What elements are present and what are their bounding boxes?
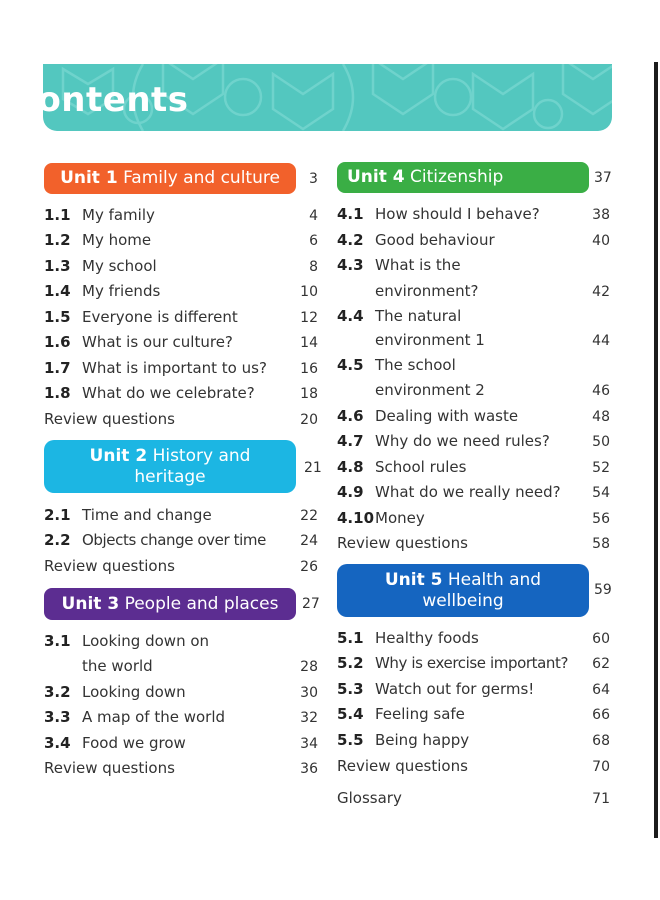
entry-number: 4.3 bbox=[337, 256, 364, 274]
entry-page: 22 bbox=[300, 508, 318, 524]
unit-4-title: Citizenship bbox=[410, 167, 504, 187]
entry-page: 64 bbox=[592, 682, 610, 698]
review-page: 26 bbox=[300, 559, 318, 575]
entry-4-8 bbox=[337, 458, 466, 476]
entry-title: Dealing with waste bbox=[375, 407, 519, 425]
unit-2-header bbox=[44, 440, 296, 493]
review-questions-unit-2: Review questions bbox=[44, 557, 175, 575]
entry-page: 24 bbox=[300, 533, 318, 549]
review-page: 20 bbox=[300, 412, 318, 428]
entry-number: 1.7 bbox=[44, 359, 71, 377]
entry-5-3 bbox=[337, 680, 534, 698]
entry-title: Money bbox=[375, 509, 425, 527]
entry-number: 5.2 bbox=[337, 654, 364, 672]
entry-4-4-line2 bbox=[375, 331, 485, 349]
entry-number: 4.9 bbox=[337, 483, 364, 501]
entry-page: 60 bbox=[592, 631, 610, 647]
entry-number: 5.1 bbox=[337, 629, 364, 647]
entry-number: 1.5 bbox=[44, 308, 71, 326]
entry-number: 4.8 bbox=[337, 458, 364, 476]
unit-1-number: Unit 1 bbox=[60, 168, 118, 188]
unit-4-page: 37 bbox=[594, 170, 612, 186]
unit-1-header bbox=[44, 163, 296, 194]
entry-3-1-line2 bbox=[82, 657, 153, 675]
entry-page: 28 bbox=[300, 659, 318, 675]
entry-title: Why do we need rules? bbox=[375, 432, 550, 450]
entry-title: Good behaviour bbox=[375, 231, 495, 249]
entry-title: My friends bbox=[82, 282, 161, 300]
entry-page: 44 bbox=[592, 333, 610, 349]
unit-5-title-line1: Health and bbox=[447, 569, 542, 590]
entry-title-line2: the world bbox=[82, 657, 153, 675]
entry-page: 46 bbox=[592, 383, 610, 399]
entry-page: 30 bbox=[300, 685, 318, 701]
entry-number: 1.4 bbox=[44, 282, 71, 300]
entry-4-1 bbox=[337, 205, 540, 223]
unit-5-title-line2: wellbeing bbox=[422, 590, 504, 611]
entry-2-2 bbox=[44, 531, 266, 549]
entry-4-3 bbox=[337, 256, 461, 274]
review-page: 70 bbox=[592, 759, 610, 775]
entry-number: 4.2 bbox=[337, 231, 364, 249]
entry-page: 50 bbox=[592, 434, 610, 450]
entry-page: 4 bbox=[309, 208, 318, 224]
entry-5-2 bbox=[337, 654, 568, 672]
glossary-entry: Glossary bbox=[337, 789, 402, 807]
entry-number: 3.4 bbox=[44, 734, 71, 752]
entry-page: 32 bbox=[300, 710, 318, 726]
entry-title: School rules bbox=[375, 458, 467, 476]
unit-4-number: Unit 4 bbox=[347, 167, 405, 187]
entry-number: 4.4 bbox=[337, 307, 364, 325]
entry-number: 5.3 bbox=[337, 680, 364, 698]
entry-1-1 bbox=[44, 206, 155, 224]
entry-title-line1: The natural bbox=[375, 307, 462, 325]
unit-4-header bbox=[337, 162, 589, 193]
entry-page: 54 bbox=[592, 485, 610, 501]
unit-2-title-line1: History and bbox=[152, 445, 251, 466]
entry-title-line2: environment? bbox=[375, 282, 479, 300]
entry-5-4 bbox=[337, 705, 465, 723]
entry-page: 6 bbox=[309, 233, 318, 249]
entry-1-6 bbox=[44, 333, 233, 351]
entry-1-7 bbox=[44, 359, 267, 377]
entry-4-7 bbox=[337, 432, 550, 450]
entry-title-line2: environment 1 bbox=[375, 331, 485, 349]
unit-3-header bbox=[44, 588, 296, 620]
unit-3-title: People and places bbox=[124, 593, 279, 614]
entry-4-5-line2 bbox=[375, 381, 485, 399]
entry-4-5 bbox=[337, 356, 456, 374]
entry-title: My home bbox=[82, 231, 152, 249]
entry-3-3 bbox=[44, 708, 225, 726]
entry-title: Everyone is different bbox=[82, 308, 238, 326]
entry-3-4 bbox=[44, 734, 186, 752]
page-edge-rule bbox=[654, 62, 658, 838]
entry-title-line1: What is the bbox=[375, 256, 461, 274]
entry-title: My family bbox=[82, 206, 155, 224]
entry-4-2 bbox=[337, 231, 495, 249]
unit-3-number: Unit 3 bbox=[61, 593, 120, 614]
entry-title: Watch out for germs! bbox=[375, 680, 535, 698]
glossary-page: 71 bbox=[592, 791, 610, 807]
entry-5-1 bbox=[337, 629, 479, 647]
entry-page: 34 bbox=[300, 736, 318, 752]
entry-4-4 bbox=[337, 307, 461, 325]
entry-title: Food we grow bbox=[82, 734, 186, 752]
entry-page: 62 bbox=[592, 656, 610, 672]
page-title: Contents bbox=[12, 80, 189, 120]
entry-title: My school bbox=[82, 257, 157, 275]
entry-title: Looking down bbox=[82, 683, 186, 701]
entry-number: 4.1 bbox=[337, 205, 364, 223]
review-page: 58 bbox=[592, 536, 610, 552]
entry-number: 3.3 bbox=[44, 708, 71, 726]
entry-title: What do we celebrate? bbox=[82, 384, 255, 402]
unit-1-page: 3 bbox=[309, 171, 318, 187]
entry-number: 4.10 bbox=[337, 509, 375, 527]
entry-title: Objects change over time bbox=[82, 531, 266, 549]
review-questions-unit-3: Review questions bbox=[44, 759, 175, 777]
review-questions-unit-1: Review questions bbox=[44, 410, 175, 428]
review-questions-unit-5: Review questions bbox=[337, 757, 468, 775]
entry-title-line2: environment 2 bbox=[375, 381, 485, 399]
unit-3-page: 27 bbox=[302, 596, 320, 612]
entry-title-line1: The school bbox=[375, 356, 456, 374]
entry-4-3-line2 bbox=[375, 282, 479, 300]
entry-3-1 bbox=[44, 632, 209, 650]
entry-title: What do we really need? bbox=[375, 483, 561, 501]
entry-number: 5.5 bbox=[337, 731, 364, 749]
entry-page: 18 bbox=[300, 386, 318, 402]
entry-number: 3.1 bbox=[44, 632, 71, 650]
entry-number: 1.3 bbox=[44, 257, 71, 275]
unit-2-number: Unit 2 bbox=[89, 445, 148, 466]
entry-page: 10 bbox=[300, 284, 318, 300]
entry-number: 2.2 bbox=[44, 531, 71, 549]
unit-2-title-line2: heritage bbox=[134, 466, 206, 487]
entry-title: Time and change bbox=[82, 506, 212, 524]
entry-title: A map of the world bbox=[82, 708, 226, 726]
entry-page: 66 bbox=[592, 707, 610, 723]
entry-5-5 bbox=[337, 731, 469, 749]
entry-title: Healthy foods bbox=[375, 629, 479, 647]
entry-4-6 bbox=[337, 407, 518, 425]
entry-page: 16 bbox=[300, 361, 318, 377]
entry-4-10 bbox=[337, 509, 425, 527]
entry-2-1 bbox=[44, 506, 212, 524]
entry-page: 12 bbox=[300, 310, 318, 326]
entry-1-2 bbox=[44, 231, 151, 249]
entry-title: Being happy bbox=[375, 731, 470, 749]
entry-4-9 bbox=[337, 483, 561, 501]
entry-number: 5.4 bbox=[337, 705, 364, 723]
entry-title-line1: Looking down on bbox=[82, 632, 210, 650]
review-page: 36 bbox=[300, 761, 318, 777]
entry-number: 1.2 bbox=[44, 231, 71, 249]
entry-page: 42 bbox=[592, 284, 610, 300]
unit-1-title: Family and culture bbox=[123, 168, 280, 188]
entry-number: 3.2 bbox=[44, 683, 71, 701]
unit-5-header bbox=[337, 564, 589, 617]
entry-page: 52 bbox=[592, 460, 610, 476]
entry-3-2 bbox=[44, 683, 186, 701]
entry-page: 68 bbox=[592, 733, 610, 749]
entry-page: 56 bbox=[592, 511, 610, 527]
entry-number: 2.1 bbox=[44, 506, 71, 524]
review-questions-unit-4: Review questions bbox=[337, 534, 468, 552]
entry-number: 4.7 bbox=[337, 432, 364, 450]
entry-page: 48 bbox=[592, 409, 610, 425]
entry-title: What is our culture? bbox=[82, 333, 233, 351]
entry-number: 1.8 bbox=[44, 384, 71, 402]
entry-number: 4.5 bbox=[337, 356, 364, 374]
entry-page: 14 bbox=[300, 335, 318, 351]
entry-number: 1.6 bbox=[44, 333, 71, 351]
entry-page: 38 bbox=[592, 207, 610, 223]
entry-1-8 bbox=[44, 384, 255, 402]
entry-1-4 bbox=[44, 282, 160, 300]
entry-page: 8 bbox=[309, 259, 318, 275]
unit-2-page: 21 bbox=[304, 460, 322, 476]
unit-5-page: 59 bbox=[594, 582, 612, 598]
entry-number: 4.6 bbox=[337, 407, 364, 425]
entry-1-3 bbox=[44, 257, 157, 275]
unit-5-number: Unit 5 bbox=[384, 569, 443, 590]
entry-1-5 bbox=[44, 308, 238, 326]
entry-title: Why is exercise important? bbox=[375, 654, 569, 672]
entry-title: Feeling safe bbox=[375, 705, 465, 723]
entry-number: 1.1 bbox=[44, 206, 71, 224]
entry-page: 40 bbox=[592, 233, 610, 249]
entry-title: How should I behave? bbox=[375, 205, 540, 223]
entry-title: What is important to us? bbox=[82, 359, 267, 377]
